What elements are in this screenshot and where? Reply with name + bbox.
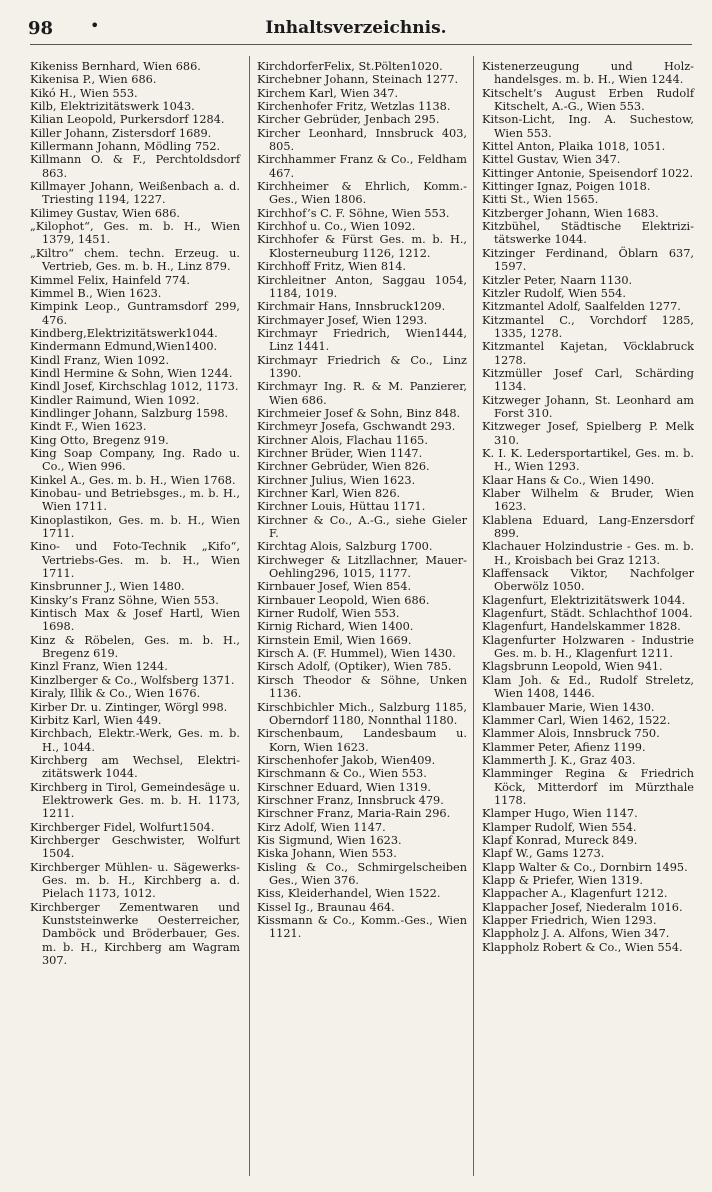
index-entry: Kitzmantel Kajetan, Vöcklabruck 1278. [482, 340, 694, 367]
index-entry: Kirchner Julius, Wien 1623. [257, 473, 416, 487]
index-entry: Kircher Leonhard, Innsbruck 403, 805. [257, 126, 467, 154]
index-entry: Kinsky’s Franz Söhne, Wien 553. [30, 593, 219, 607]
index-entry: Kirsch Adolf, (Optiker), Wien 785. [257, 660, 452, 674]
index-entry: Kindberg,Elektrizitätswerk1044. [30, 326, 218, 340]
index-entry: Kitzmantel C., Vorchdorf 1285, 1335, 1278. [482, 313, 694, 340]
index-entry: Klammer Peter, Afienz 1199. [482, 740, 646, 754]
index-entry: Klaffensack Viktor, Nachfolger Oberwölz 1050. [482, 567, 694, 594]
index-entry: Kitzler Rudolf, Wien 554. [482, 286, 626, 300]
index-entry: Klapp & Priefer, Wien 1319. [482, 873, 643, 887]
index-entry: „Kilophot“, Ges. m. b. H., Wien 1379, 1451. [30, 220, 240, 247]
index-entry: Kirchhofer & Fürst Ges. m. b. H., Klosterneuburg 1126, 1212. [257, 233, 467, 260]
page-header [0, 14, 712, 42]
index-entry: Kirchtag Alois, Salzburg 1700. [257, 540, 433, 554]
index-entry: Kinz & Röbelen, Ges. m. b. H., Bregenz 619. [30, 633, 240, 661]
index-entry: Klappacher A., Klagenfurt 1212. [482, 887, 668, 901]
index-entry: Kitschelt’s August Erben Rudolf Kitschelt, A.-G., Wien 553. [482, 86, 694, 114]
index-entry: Klablena Eduard, Lang-Enzersdorf 899. [482, 513, 694, 541]
index-entry: Kindt F., Wien 1623. [30, 420, 147, 434]
index-entry: Kitzweger Josef, Spielberg P. Melk 310. [482, 420, 694, 447]
index-entry: Klappholz J. A. Alfons, Wien 347. [482, 927, 670, 941]
index-entry: Kinkel A., Ges. m. b. H., Wien 1768. [30, 473, 236, 487]
index-entry: Kis Sigmund, Wien 1623. [257, 833, 402, 847]
index-entry: Kirschner Eduard, Wien 1319. [257, 780, 432, 794]
index-column-2 [257, 60, 467, 941]
index-column-1 [30, 60, 240, 967]
index-entry: Kitzmüller Josef Carl, Schärding 1134. [482, 366, 694, 394]
index-entry: Kirnbauer Josef, Wien 854. [257, 580, 412, 594]
index-column-3 [482, 60, 694, 954]
index-entry: Killer Johann, Zistersdorf 1689. [30, 126, 212, 140]
header-rule [30, 44, 692, 45]
column-divider-1 [249, 56, 250, 1176]
index-entry: King Soap Company, Ing. Rado u. Co., Wien 996. [30, 446, 240, 474]
index-entry: Klappholz Robert & Co., Wien 554. [482, 940, 683, 954]
index-entry: Kikó H., Wien 553. [30, 86, 138, 100]
index-entry: Killmann O. & F., Perchtoldsdorf 863. [30, 153, 240, 180]
index-entry: Kimpink Leop., Guntramsdorf 299, 476. [30, 300, 240, 327]
index-entry: Kirchhoff Fritz, Wien 814. [257, 260, 407, 274]
index-entry: Kittel Anton, Plaika 1018, 1051. [482, 140, 666, 154]
index-entry: Kilimey Gustav, Wien 686. [30, 206, 180, 220]
index-entry: Kirsch Theodor & Söhne, Unken 1136. [257, 673, 467, 701]
index-entry: Kirchmayer Josef, Wien 1293. [257, 313, 428, 327]
index-entry: Kirchmeyr Josefa, Gschwandt 293. [257, 420, 456, 434]
index-entry: Klambauer Marie, Wien 1430. [482, 700, 655, 714]
index-entry: Kitzmantel Adolf, Saalfelden 1277. [482, 300, 681, 314]
index-entry: Kirnig Richard, Wien 1400. [257, 620, 414, 634]
index-entry: Kindler Raimund, Wien 1092. [30, 393, 200, 407]
index-entry: Kiss, Kleiderhandel, Wien 1522. [257, 887, 441, 901]
index-entry: Kitzweger Johann, St. Leonhard am Forst 310. [482, 393, 694, 420]
index-entry: Kinsbrunner J., Wien 1480. [30, 580, 185, 594]
index-entry: Kittinger Antonie, Speisendorf 1022. [482, 166, 694, 180]
index-entry: Kinzl Franz, Wien 1244. [30, 660, 168, 674]
index-entry: Klapper Friedrich, Wien 1293. [482, 914, 657, 927]
index-entry: Kircher Gebrüder, Jenbach 295. [257, 113, 440, 127]
index-entry: Klagenfurter Holzwaren - Industrie Ges. m. b. H., Klagenfurt 1211. [482, 633, 694, 661]
index-entry: Kilb, Elektrizitätswerk 1043. [30, 100, 195, 114]
index-entry: Kirchbach, Elektr.-Werk, Ges. m. b. H., 1044. [30, 727, 240, 754]
index-entry: Klapf W., Gams 1273. [482, 847, 605, 861]
index-entry: Kirber Dr. u. Zintinger, Wörgl 998. [30, 700, 228, 714]
index-entry: Kirchner Louis, Hüttau 1171. [257, 500, 426, 514]
index-entry: Kitti St., Wien 1565. [482, 193, 599, 207]
index-entry: Klam Joh. & Ed., Rudolf Streletz, Wien 1408, 1446. [482, 673, 694, 701]
index-entry: Kiraly, Illik & Co., Wien 1676. [30, 687, 201, 701]
index-entry: Kirschenhofer Jakob, Wien409. [257, 753, 436, 767]
page-number: 98 [28, 18, 54, 39]
index-entry: Klapf Konrad, Mureck 849. [482, 833, 638, 847]
index-entry: Killmayer Johann, Weißenbach a. d. Triesting 1194, 1227. [30, 180, 240, 207]
index-entry: Kirchberger Zementwaren und Kunststeinwerke Oesterreicher, Damböck und Bröderbauer, Ges. m. b. H., Kirchberg am Wagram 307. [30, 900, 240, 968]
index-entry: Kirchberg in Tirol, Gemeindesäge u. Elektrowerk Ges. m. b. H. 1173, 1211. [30, 780, 240, 821]
index-entry: Kirbitz Karl, Wien 449. [30, 713, 162, 727]
index-entry: Klagenfurt, Städt. Schlachthof 1004. [482, 607, 693, 621]
index-entry: Kirchberger Mühlen- u. Sägewerks-Ges. m. b. H., Kirchberg a. d. Pielach 1173, 1012. [30, 860, 240, 901]
index-entry: Kistenerzeugung und Holzhandelsges. m. b. H., Wien 1244. [482, 60, 694, 87]
index-entry: Kirchmeier Josef & Sohn, Binz 848. [257, 406, 461, 420]
index-entry: Kirchberg am Wechsel, Elektrizitätswerk 1044. [30, 753, 240, 781]
index-entry: Kirchweger & Litzllachner, Mauer-Oehling296, 1015, 1177. [257, 553, 467, 581]
index-entry: Klagenfurt, Elektrizitätswerk 1044. [482, 593, 686, 607]
margin-dot: • [90, 16, 100, 35]
index-entry: Kirchheimer & Ehrlich, Komm.-Ges., Wien 1806. [257, 180, 467, 207]
index-entry: Klachauer Holzindustrie - Ges. m. b. H., Kroisbach bei Graz 1213. [482, 540, 694, 567]
index-entry: Kittel Gustav, Wien 347. [482, 153, 621, 167]
page-title: Inhaltsverzeichnis. [265, 18, 447, 38]
index-entry: Kirchmayr Friedrich & Co., Linz 1390. [257, 353, 467, 380]
index-entry: Kirchhof’s C. F. Söhne, Wien 553. [257, 206, 450, 220]
index-entry: Kirchner Karl, Wien 826. [257, 487, 401, 500]
index-entry: Klagsbrunn Leopold, Wien 941. [482, 660, 663, 674]
index-entry: KirchdorferFelix, St.Pölten1020. [257, 60, 443, 73]
index-entry: Kitzbühel, Städtische Elektrizitätswerke 1044. [482, 220, 694, 247]
index-entry: Kirschenbaum, Landesbaum u. Korn, Wien 1623. [257, 727, 467, 754]
index-entry: Kindl Franz, Wien 1092. [30, 353, 170, 367]
index-entry: Kirnstein Emil, Wien 1669. [257, 633, 412, 647]
index-entry: Klamminger Regina & Friedrich Köck, Mitterdorf im Mürzthale 1178. [482, 767, 694, 807]
index-entry: Kirschner Franz, Maria-Rain 296. [257, 807, 451, 821]
index-entry: King Otto, Bregenz 919. [30, 433, 169, 447]
index-entry: Kirchner & Co., A.-G., siehe Gieler F. [257, 513, 467, 541]
index-entry: Klamper Hugo, Wien 1147. [482, 807, 638, 821]
index-entry: Kirchmayr Ing. R. & M. Panzierer, Wien 686. [257, 380, 467, 407]
index-entry: Klammer Carl, Wien 1462, 1522. [482, 713, 671, 727]
index-entry: Kirchner Gebrüder, Wien 826. [257, 460, 430, 474]
index-entry: Kirchebner Johann, Steinach 1277. [257, 73, 459, 87]
index-entry: Kitson-Licht, Ing. A. Suchestow, Wien 553. [482, 113, 694, 140]
index-entry: Kitzberger Johann, Wien 1683. [482, 206, 659, 220]
index-entry: Kirner Rudolf, Wien 553. [257, 607, 400, 621]
index-entry: Kissel Ig., Braunau 464. [257, 900, 395, 914]
index-entry: Kinzlberger & Co., Wolfsberg 1371. [30, 673, 235, 687]
index-entry: Klamper Rudolf, Wien 554. [482, 820, 637, 834]
index-entry: „Kiltro“ chem. techn. Erzeug. u. Vertrieb, Ges. m. b. H., Linz 879. [30, 246, 240, 274]
index-entry: Kitzler Peter, Naarn 1130. [482, 273, 633, 287]
index-entry: Kimmel B., Wien 1623. [30, 286, 162, 300]
index-entry: Kino- und Foto-Technik „Kifo“, Vertriebs-Ges. m. b. H., Wien 1711. [30, 540, 240, 581]
index-entry: Kissmann & Co., Komm.-Ges., Wien 1121. [257, 914, 467, 941]
index-entry: Kirschner Franz, Innsbruck 479. [257, 793, 444, 807]
index-entry: Killermann Johann, Mödling 752. [30, 140, 221, 154]
index-entry: Kirchhof u. Co., Wien 1092. [257, 220, 416, 234]
index-entry: Kindermann Edmund,Wien1400. [30, 340, 218, 354]
index-entry: Klappacher Josef, Niederalm 1016. [482, 900, 683, 914]
index-entry: Kirsch A. (F. Hummel), Wien 1430. [257, 647, 456, 661]
index-entry: Klaar Hans & Co., Wien 1490. [482, 473, 655, 487]
index-entry: Kirschmann & Co., Wien 553. [257, 767, 427, 781]
index-entry: Kitzinger Ferdinand, Öblarn 637, 1597. [482, 246, 694, 274]
index-entry: Kirschbichler Mich., Salzburg 1185, Oberndorf 1180, Nonnthal 1180. [257, 700, 467, 727]
index-entry: Kirchleitner Anton, Saggau 1054, 1184, 1019. [257, 273, 467, 300]
index-entry: Klammerth J. K., Graz 403. [482, 753, 636, 767]
index-entry: Klaber Wilhelm & Bruder, Wien 1623. [482, 487, 694, 514]
index-entry: Kindlinger Johann, Salzburg 1598. [30, 406, 229, 420]
index-entry: Kirchmayr Friedrich, Wien1444, Linz 1441. [257, 326, 467, 354]
index-entry: Kinoplastikon, Ges. m. b. H., Wien 1711. [30, 513, 240, 541]
index-entry: Kindl Hermine & Sohn, Wien 1244. [30, 366, 233, 380]
index-entry: Klammer Alois, Innsbruck 750. [482, 727, 660, 741]
index-entry: Kinobau- und Betriebsges., m. b. H., Wien 1711. [30, 487, 240, 514]
index-entry: Kirchner Brüder, Wien 1147. [257, 446, 423, 460]
index-entry: Kirchner Alois, Flachau 1165. [257, 433, 428, 447]
index-entry: Kintisch Max & Josef Hartl, Wien 1698. [30, 607, 240, 634]
index-entry: Kirz Adolf, Wien 1147. [257, 820, 386, 834]
index-entry: Kirchem Karl, Wien 347. [257, 86, 399, 100]
index-entry: Kirchhammer Franz & Co., Feldham 467. [257, 153, 467, 180]
index-entry: Klapp Walter & Co., Dornbirn 1495. [482, 860, 688, 874]
index-entry: Kiska Johann, Wien 553. [257, 847, 397, 861]
column-divider-2 [473, 56, 474, 1176]
index-entry: Kittinger Ignaz, Poigen 1018. [482, 180, 651, 194]
index-entry: Kindl Josef, Kirchschlag 1012, 1173. [30, 380, 239, 394]
index-entry: Kirchmair Hans, Innsbruck1209. [257, 300, 446, 314]
index-entry: Kikenisa P., Wien 686. [30, 73, 157, 87]
index-entry: Klagenfurt, Handelskammer 1828. [482, 620, 681, 634]
index-entry: Kirchberger Fidel, Wolfurt1504. [30, 820, 215, 834]
index-entry: K. I. K. Ledersportartikel, Ges. m. b. H., Wien 1293. [482, 446, 694, 474]
index-entry: Kikeniss Bernhard, Wien 686. [30, 60, 201, 73]
index-entry: Kimmel Felix, Hainfeld 774. [30, 273, 190, 287]
index-entry: Kisling & Co., Schmirgelscheiben Ges., Wien 376. [257, 860, 467, 887]
index-entry: Kirnbauer Leopold, Wien 686. [257, 593, 430, 607]
index-entry: Kilian Leopold, Purkersdorf 1284. [30, 113, 225, 127]
index-entry: Kirchberger Geschwister, Wolfurt 1504. [30, 833, 240, 861]
index-entry: Kirchenhofer Fritz, Wetzlas 1138. [257, 100, 451, 114]
